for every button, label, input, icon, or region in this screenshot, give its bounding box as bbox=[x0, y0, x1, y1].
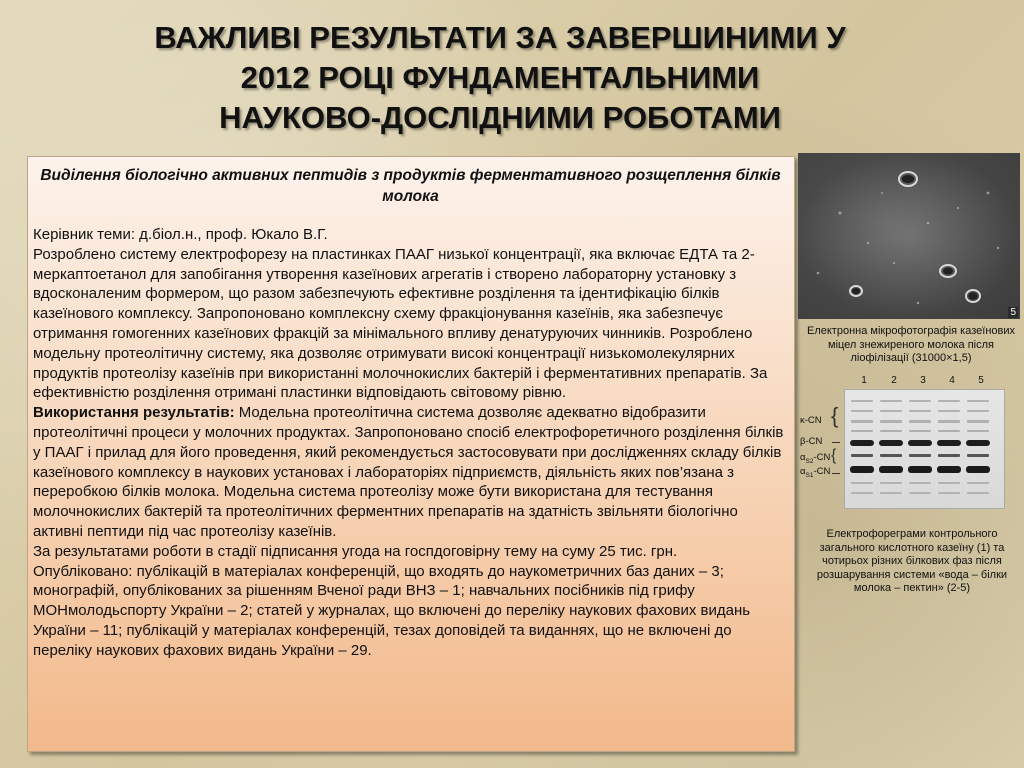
micrograph-image bbox=[798, 153, 1020, 319]
lane-number: 3 bbox=[920, 375, 926, 386]
description-text: Розроблено систему електрофорезу на пластинках ПААГ низької концентрації, яка включає ЕДТА та 2-меркаптоетанол для запобігання утворення казеїнових агрегатів і створено лабораторну установку з вдосконаленим формером, що разом забезпечують ефективне розділення та ідентифікацію білків казеїнового комплексу. Запропоновано комплексну схему фракціонування казеїнів, яка забезпечує отримання гомогенних казеїнових фракцій за мінімального впливу денатуруючих чинників. Розроблено модельну протеолітичну систему, яка дозволяє отримувати високі концентрації низькомолекулярних продуктів протеолізу казеїнів при використанні молочнокислих бактерій і ферментативних препаратів. За ефективністю розділення отримані пластинки відповідають світовому рівню. bbox=[33, 245, 768, 402]
lane-number: 5 bbox=[978, 375, 984, 386]
micrograph-drawing bbox=[798, 153, 1020, 319]
lane-numbers bbox=[850, 375, 1000, 389]
content-box bbox=[27, 156, 795, 752]
beta-cn-label: β-CN bbox=[800, 436, 823, 447]
photo-tag: 5 bbox=[1010, 307, 1016, 318]
micrograph-caption: Електронна мікрофотографія казеїнових міцел знежиреного молока після ліофілізації (31000×1,5) bbox=[807, 325, 1015, 364]
supervisor-text: Керівник теми: д.біол.н., проф. Юкало В.Г. bbox=[33, 226, 328, 243]
as1-cn-label: $\alpha_{S1}-CN$ bbox=[800, 466, 831, 479]
title-line-3: НАУКОВО-ДОСЛІДНИМИ РОБОТАМИ bbox=[219, 100, 781, 135]
electrophoresis-figure bbox=[798, 375, 1013, 510]
lane-number: 4 bbox=[949, 375, 955, 386]
gel-plate bbox=[844, 389, 1005, 509]
title-line-1: ВАЖЛИВІ РЕЗУЛЬТАТИ ЗА ЗАВЕРШИНИМИ У bbox=[154, 20, 846, 55]
topic-heading: Виділення біологічно активних пептидів з продуктів ферментативного розщеплення білків молока bbox=[40, 167, 781, 205]
gel-bands bbox=[845, 390, 1004, 508]
kappa-cn-label: κ-CN bbox=[800, 415, 822, 426]
as1-marker bbox=[832, 473, 840, 474]
contract-text: За результатами роботи в стадії підписання угода на госпдоговірну тему на суму 25 тис. грн. bbox=[33, 542, 678, 560]
kappa-brace: { bbox=[831, 403, 839, 428]
usage-paragraph bbox=[33, 403, 788, 542]
usage-text: Модельна протеолітична система дозволяє адекватно відобразити протеолітичні процеси у молочних продуктах. Запропоновано спосіб електрофоретичного розділення білків у ПААГ і прилад для його проведення, який рекомендується застосовувати при дослідженнях складу білків казеїнового комплексу в наукових установах і лабораторіях підприємств, діяльність яких пов’язана з переробкою білків молока. Модельна система протеолізу може бути використана для тестування молочнокислих бактерій та протеолітичних ферментних препаратів на здатність звільняти біологічно активні пептиди під час протеолізу казеїнів. bbox=[33, 404, 784, 540]
slide-title bbox=[90, 18, 910, 138]
lane-number: 2 bbox=[891, 375, 897, 386]
publications-text: Опубліковано: публікацій в матеріалах конференцій, що входять до наукометричних баз даних – 3; монографій, опублікованих за рішенням Вченої ради ВНЗ – 1; навчальних посібників під грифу МОНмолодьспорту України – 2; статей у журналах, що включені до переліку наукових фахових видань України – 11; публікацій у матеріалах конференцій, тезах доповідей та виданнях, що не включені до переліку наукових фахових видань України – 29. bbox=[33, 562, 751, 659]
as2-cn-label: $\alpha_{S2}-CN$ bbox=[800, 452, 831, 465]
lane-number: 1 bbox=[861, 375, 867, 386]
electrophoresis-caption: Електрофореграми контрольного загального кислотного казеїну (1) та чотирьох різних білкових фаз після розшарування системи «вода – білки молока – пектин» (2-5) bbox=[816, 528, 1008, 594]
as2-brace: { bbox=[831, 447, 837, 464]
usage-label: Використання результатів: bbox=[33, 404, 235, 422]
title-line-2: 2012 РОЦІ ФУНДАМЕНТАЛЬНИМИ bbox=[240, 60, 760, 95]
beta-marker bbox=[832, 442, 840, 443]
